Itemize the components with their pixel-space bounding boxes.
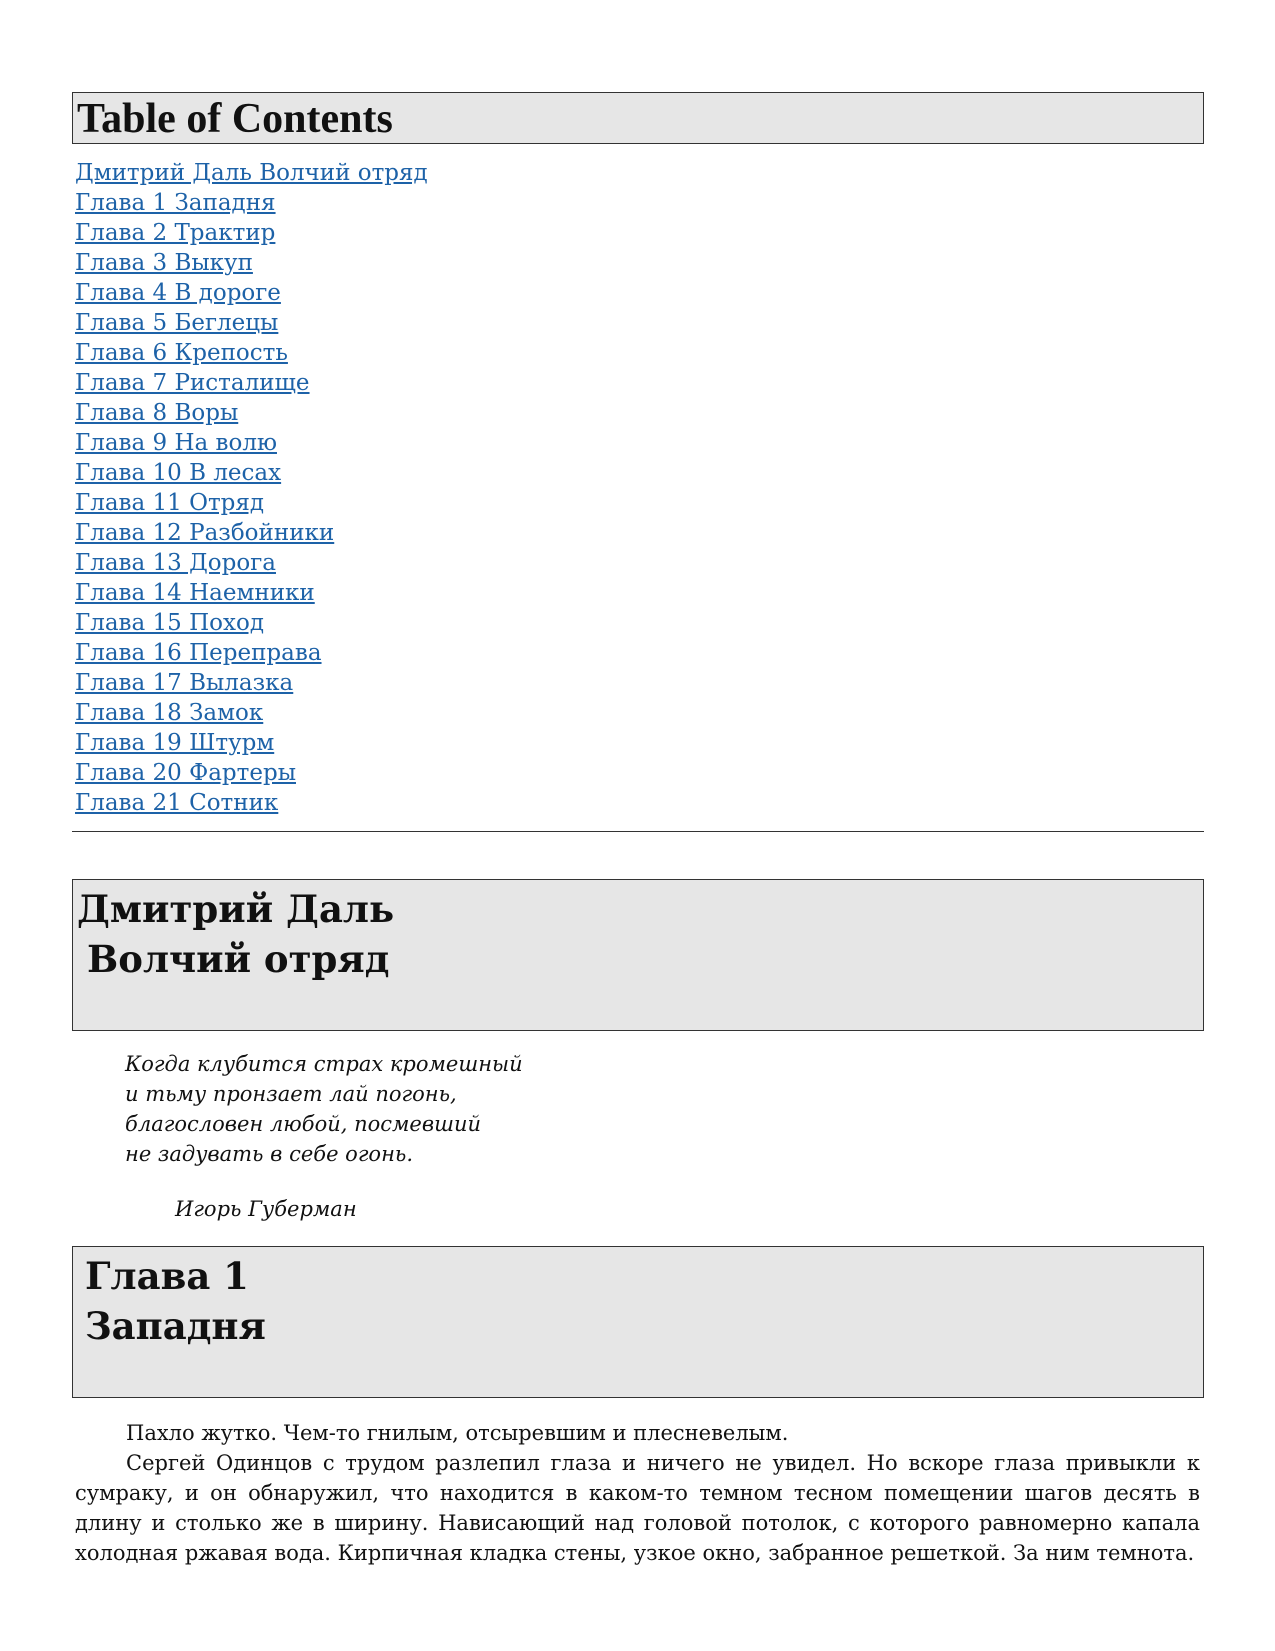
toc-item <box>75 698 1204 728</box>
toc-item <box>75 308 1204 338</box>
epigraph-line: Когда клубится страх кромешный <box>125 1052 523 1076</box>
toc-item <box>75 278 1204 308</box>
toc-link-chapter-15[interactable]: Глава 15 Поход <box>75 610 264 636</box>
toc-link-title[interactable]: Дмитрий Даль Волчий отряд <box>75 160 428 186</box>
book-title-box <box>72 879 1204 1031</box>
toc-item <box>75 518 1204 548</box>
toc-item <box>75 488 1204 518</box>
epigraph-author: Игорь Губерман <box>175 1197 357 1221</box>
epigraph-line: и тьму пронзает лай погонь, <box>125 1082 457 1106</box>
toc-heading-box <box>72 92 1204 144</box>
toc-item <box>75 578 1204 608</box>
toc-link-chapter-10[interactable]: Глава 10 В лесах <box>75 460 282 486</box>
toc-item <box>75 338 1204 368</box>
toc-item <box>75 368 1204 398</box>
toc-item <box>75 608 1204 638</box>
toc-item <box>75 188 1204 218</box>
toc-link-chapter-4[interactable]: Глава 4 В дороге <box>75 280 281 306</box>
toc-link-chapter-14[interactable]: Глава 14 Наемники <box>75 580 315 606</box>
toc-item <box>75 758 1204 788</box>
toc-item <box>75 458 1204 488</box>
toc-link-chapter-2[interactable]: Глава 2 Трактир <box>75 220 276 246</box>
chapter-body <box>72 1418 1204 1568</box>
toc-link-chapter-6[interactable]: Глава 6 Крепость <box>75 340 288 366</box>
toc-item <box>75 638 1204 668</box>
toc-item <box>75 398 1204 428</box>
toc-item <box>75 668 1204 698</box>
book-title: Волчий отряд <box>87 937 390 981</box>
toc-link-chapter-5[interactable]: Глава 5 Беглецы <box>75 310 279 336</box>
toc-item <box>75 218 1204 248</box>
toc-link-chapter-9[interactable]: Глава 9 На волю <box>75 430 277 456</box>
toc-item <box>75 428 1204 458</box>
toc-link-chapter-7[interactable]: Глава 7 Ристалище <box>75 370 310 396</box>
toc-item <box>75 548 1204 578</box>
epigraph <box>125 1049 1204 1224</box>
toc-link-chapter-16[interactable]: Глава 16 Переправа <box>75 640 322 666</box>
toc-list <box>75 158 1204 818</box>
section-divider <box>72 831 1204 832</box>
toc-link-chapter-17[interactable]: Глава 17 Вылазка <box>75 670 294 696</box>
toc-link-chapter-21[interactable]: Глава 21 Сотник <box>75 790 279 816</box>
toc-link-chapter-19[interactable]: Глава 19 Штурм <box>75 730 275 756</box>
toc-link-chapter-12[interactable]: Глава 12 Разбойники <box>75 520 335 546</box>
epigraph-line: не задувать в себе огонь. <box>125 1142 414 1166</box>
toc-link-chapter-11[interactable]: Глава 11 Отряд <box>75 490 265 516</box>
toc-item <box>75 788 1204 818</box>
document-page <box>72 92 1204 1568</box>
toc-link-chapter-13[interactable]: Глава 13 Дорога <box>75 550 276 576</box>
toc-item <box>75 158 1204 188</box>
body-paragraph: Сергей Одинцов с трудом разлепил глаза и ничего не увидел. Но вскоре глаза привыкли к сумраку, и он обнаружил, что находится в каком-то темном тесном помещении шагов десять в длину и столько же в ширину. Нависающий над головой потолок, с которого равномерно капала холодная ржавая вода. Кирпичная кладка стены, узкое окно, забранное решеткой. За ним темнота. <box>75 1451 1200 1565</box>
book-author: Дмитрий Даль <box>77 887 395 931</box>
chapter-name: Западня <box>85 1304 266 1348</box>
toc-link-chapter-20[interactable]: Глава 20 Фартеры <box>75 760 296 786</box>
toc-item <box>75 248 1204 278</box>
chapter-number: Глава 1 <box>85 1254 249 1298</box>
toc-link-chapter-3[interactable]: Глава 3 Выкуп <box>75 250 253 276</box>
chapter-heading-box <box>72 1246 1204 1398</box>
toc-title: Table of Contents <box>77 96 393 142</box>
toc-item <box>75 728 1204 758</box>
body-paragraph: Пахло жутко. Чем-то гнилым, отсыревшим и плесневелым. <box>126 1421 789 1445</box>
toc-link-chapter-8[interactable]: Глава 8 Воры <box>75 400 239 426</box>
toc-link-chapter-1[interactable]: Глава 1 Западня <box>75 190 276 216</box>
toc-link-chapter-18[interactable]: Глава 18 Замок <box>75 700 264 726</box>
epigraph-line: благословен любой, посмевший <box>125 1112 482 1136</box>
